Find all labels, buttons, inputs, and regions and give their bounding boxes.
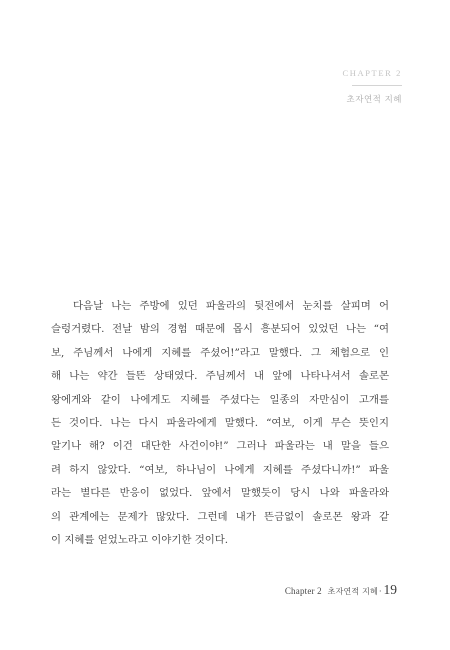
body-line: 왕에게와 같이 나에게도 지혜를 주셨다는 일종의 자만심이 고개를 [51, 393, 389, 406]
chapter-label: CHAPTER 2 [342, 68, 402, 78]
body-line: 슬렁거렸다. 전날 밤의 경험 때문에 몹시 흥분되어 있었던 나는 “여 [51, 323, 389, 336]
body-line: 다음날 나는 주방에 있던 파울라의 뒷전에서 눈치를 살피며 어 [73, 300, 389, 312]
body-line: 해 나는 약간 들뜬 상태였다. 주님께서 내 앞에 나타나셔서 솔로몬 [51, 370, 389, 383]
body-line: 든 것이다. 나는 다시 파울라에게 말했다. “여보, 이게 무슨 뜻인지 [51, 416, 389, 429]
chapter-header [282, 68, 402, 106]
body-line: 의 관계에는 문제가 많았다. 그런데 내가 뜬금없이 솔로몬 왕과 같 [51, 510, 389, 523]
running-footer [285, 586, 378, 597]
running-title: 초자연적 지혜 [327, 587, 378, 596]
body-paragraph [51, 295, 389, 552]
running-chapter: Chapter 2 [284, 586, 322, 596]
page-number: 19 [383, 582, 397, 597]
body-line: 보, 주님께서 나에게 지혜를 주셨어!”라고 말했다. 그 체험으로 인 [51, 346, 389, 359]
chapter-divider [352, 85, 402, 86]
body-line: 이 지혜를 얻었노라고 이야기한 것이다. [51, 533, 229, 546]
footer-separator: · [378, 587, 382, 596]
chapter-title: 초자연적 지혜 [346, 95, 402, 105]
body-line: 라는 별다른 반응이 없었다. 앞에서 말했듯이 당시 나와 파울라와 [51, 487, 389, 500]
body-line: 려 하지 않았다. “여보, 하나님이 나에게 지혜를 주셨다니까!” 파울 [51, 463, 389, 476]
body-line: 알기나 해? 이건 대단한 사건이야!” 그러나 파울라는 내 말을 들으 [51, 440, 389, 453]
page-footer [285, 582, 397, 598]
